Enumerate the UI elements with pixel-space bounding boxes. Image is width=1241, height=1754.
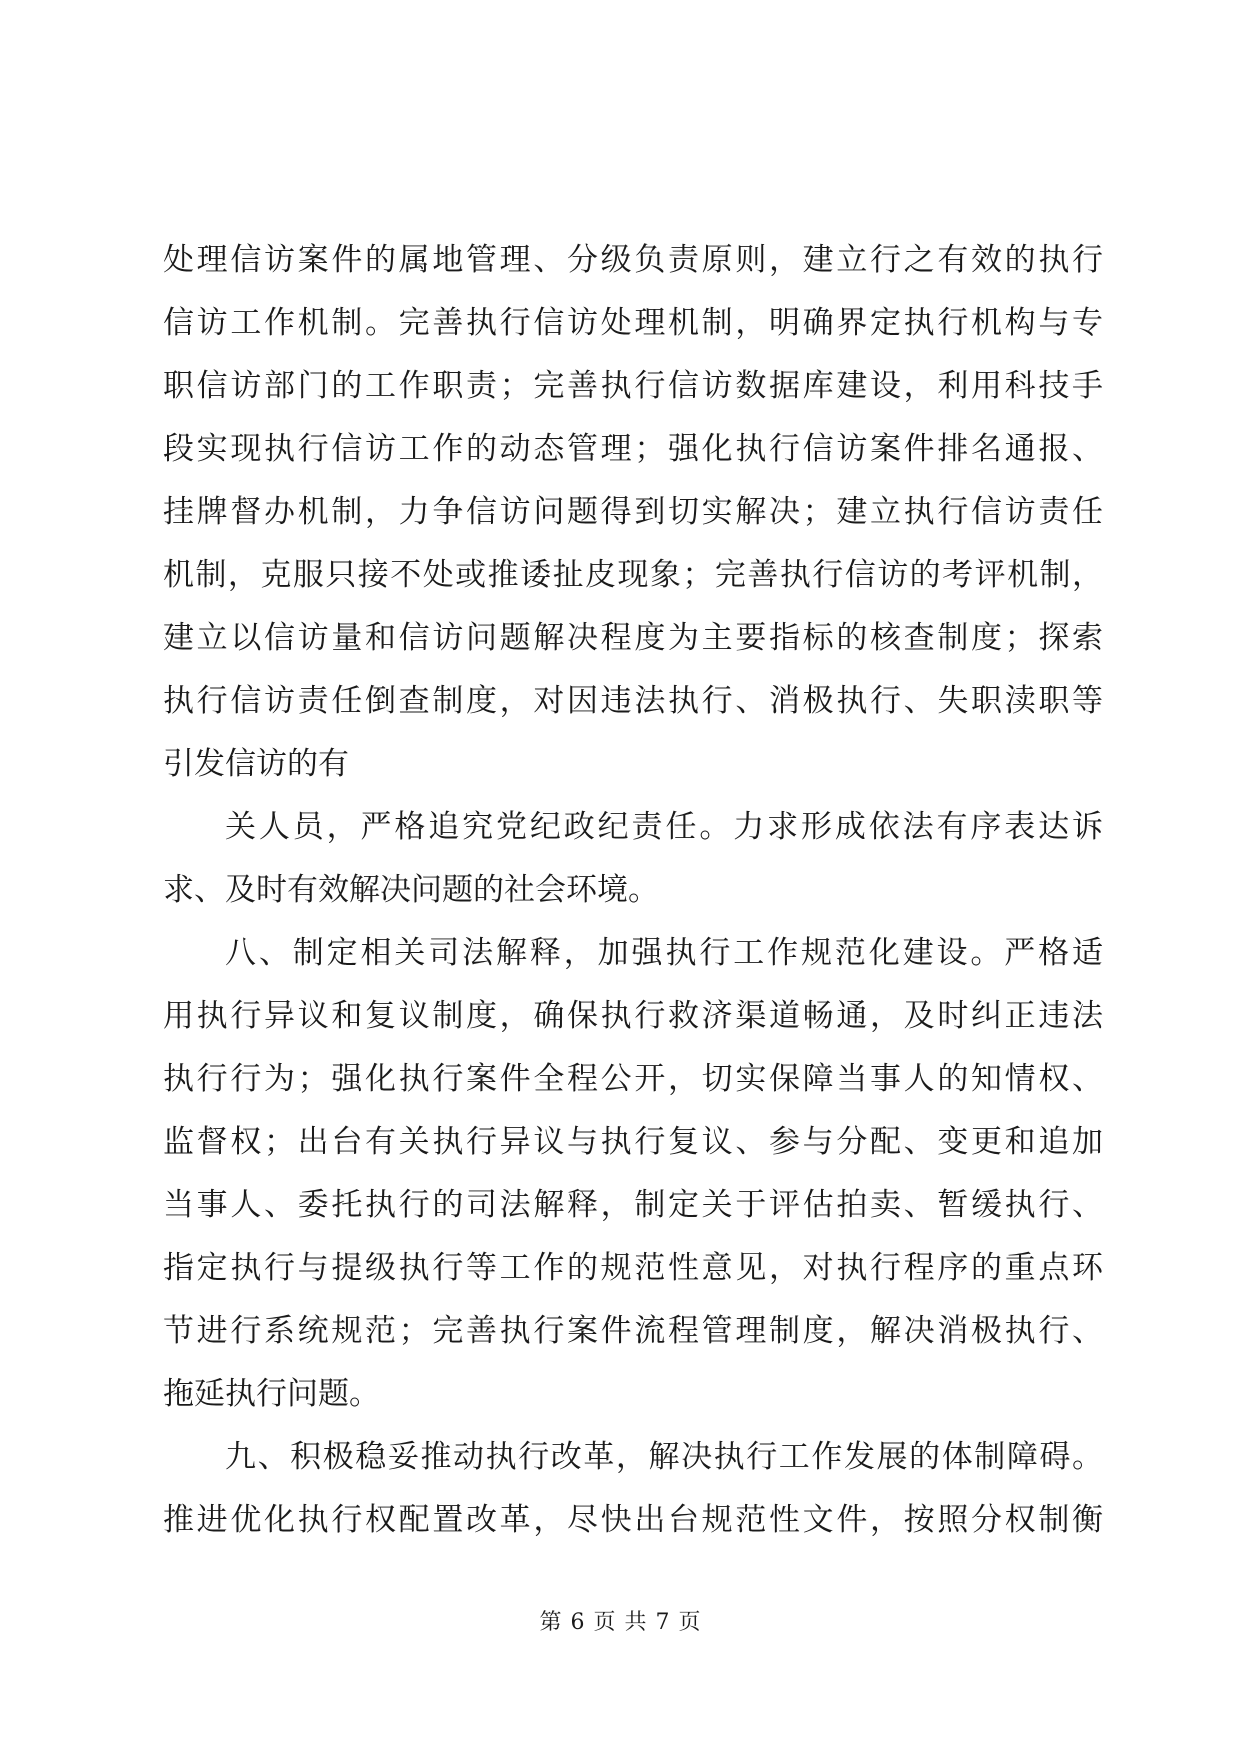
paragraph-start-line: 八、制定相关司法解释，加强执行工作规范化建设。严格适: [225, 935, 1103, 971]
text-line: 职信访部门的工作职责；完善执行信访数据库建设，利用科技手: [163, 368, 1103, 404]
text-line: 执行行为；强化执行案件全程公开，切实保障当事人的知情权、: [163, 1061, 1103, 1097]
text-line: 信访工作机制。完善执行信访处理机制，明确界定执行机构与专: [163, 305, 1103, 341]
text-line: 节进行系统规范；完善执行案件流程管理制度，解决消极执行、: [163, 1313, 1103, 1349]
paragraph-start-line: 关人员，严格追究党纪政纪责任。力求形成依法有序表达诉: [225, 809, 1103, 845]
paragraph-start-line: 九、积极稳妥推动执行改革，解决执行工作发展的体制障碍。: [225, 1439, 1103, 1475]
text-line: 求、及时有效解决问题的社会环境。: [163, 872, 659, 908]
text-line: 建立以信访量和信访问题解决程度为主要指标的核查制度；探索: [163, 620, 1103, 656]
text-line: 引发信访的有: [163, 746, 349, 782]
text-line: 指定执行与提级执行等工作的规范性意见，对执行程序的重点环: [163, 1250, 1103, 1286]
body-text: [163, 229, 1103, 1552]
text-line: 拖延执行问题。: [163, 1376, 380, 1412]
text-line: 处理信访案件的属地管理、分级负责原则，建立行之有效的执行: [163, 242, 1103, 278]
page-number-footer: 第 6 页 共 7 页: [539, 1610, 702, 1635]
text-line: 当事人、委托执行的司法解释，制定关于评估拍卖、暂缓执行、: [163, 1187, 1103, 1223]
text-line: 监督权；出台有关执行异议与执行复议、参与分配、变更和追加: [163, 1124, 1103, 1160]
text-line: 推进优化执行权配置改革，尽快出台规范性文件，按照分权制衡: [163, 1502, 1103, 1538]
text-line: 用执行异议和复议制度，确保执行救济渠道畅通，及时纠正违法: [163, 998, 1103, 1034]
text-line: 段实现执行信访工作的动态管理；强化执行信访案件排名通报、: [163, 431, 1103, 467]
text-line: 执行信访责任倒查制度，对因违法执行、消极执行、失职渎职等: [163, 683, 1103, 719]
text-line: 机制，克服只接不处或推诿扯皮现象；完善执行信访的考评机制，: [163, 557, 1103, 593]
text-line: 挂牌督办机制，力争信访问题得到切实解决；建立执行信访责任: [163, 494, 1103, 530]
